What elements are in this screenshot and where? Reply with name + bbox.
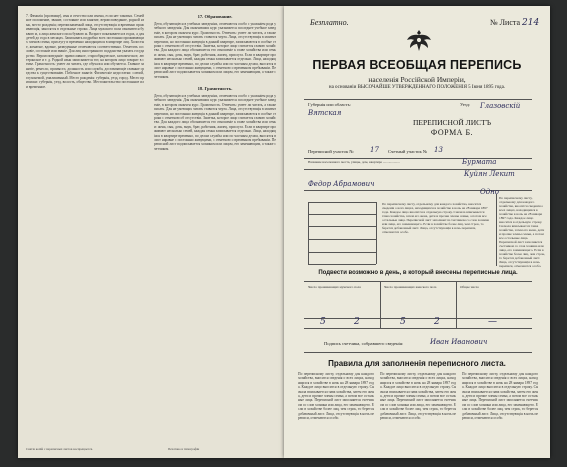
grid-row-1 xyxy=(308,214,376,215)
count-3: 5 xyxy=(400,317,406,327)
counter-district-label: Счетный участок № xyxy=(388,149,428,154)
rules-title: Правила для заполненія переписного листа. xyxy=(328,359,506,368)
free-of-charge-label: Безплатно. xyxy=(310,18,349,27)
grid-right xyxy=(376,202,377,264)
right-column-text-b: Дети, обучающіеся в учебных заведеніях, отмечаются особо с указаніем рода учебного заведенія. Для окончивших курс указывается последнее учебное заведеніе, в котором окончен курс. Грамотность. Отвечать: умеет ли читать, а также писать. Для не умеющих читать ставится черта. Лица, отсутствующія в момент переписи, но постоянно живущія в данной квартире, записываются в особые строки с отметкою об отсутствіи. Заметка, которое лицо считается главою хозяйства. Для каждого лица обозначается его отношеніе к главе хозяйства или семьи: жена, сын, дочь, внук, брат, работник, жилец, прислуга. Если в квартире проживают несколько семей, каждая семья записывается отдельно. Лица, находящіяся в квартире временно, по делам службы или по частным делам, вносятся в лист наравне с постоянно живущими, с отметкою о временном пребываніи. Переписной лист подписывается хозяином или лицом, его заменяющим, а также счетчиком. xyxy=(154,94,276,151)
census-subtitle: населенія Россійской Имперіи, xyxy=(368,75,466,84)
section-17-heading: 17. Образование. xyxy=(197,14,233,19)
signature-rule xyxy=(304,352,532,353)
grid-row-4 xyxy=(308,252,376,253)
signature-value: Иван Иванович xyxy=(430,338,488,346)
signature-label: Подпись счетчика, собравшего сведенія: xyxy=(324,341,404,346)
counter-district-value: 13 xyxy=(434,146,443,154)
rules-col-1: По переписному листу, отдельному для каждого хозяйства, вносятся сведенія о всех лицах, находящихся в хозяйстве в ночь на 28 января 1897 года. Каждое лицо вносится в отдельную строку. Сначала вписывается глава хозяйства, затем его жена, дети и прочие члены семьи, а потом все остальные лица. Переписной лист заполняется счетчиком со слов хозяина или лица, его заменяющего. Если в хозяйстве более лиц, чем строк, то берется добавочный лист. Лица, отсутствующія в ночь переписи, отмечаются особо. xyxy=(298,372,374,421)
side-box-text: По переписному листу, отдельному для каждого хозяйства, вносятся сведенія о всех лицах, находящихся в хозяйстве в ночь на 28 января 1897 года. Каждое лицо вносится в отдельную строку. Сначала вписывается глава хозяйства, затем его жена, дети и прочие члены семьи, а потом все остальные лица. Переписной лист заполняется счетчиком со слов хозяина или лица, его заменяющего. Если в хозяйстве более лиц, чем строк, то берется добавочный лист. Лица, отсутствующія в ночь переписи, отмечаются особо. xyxy=(499,196,545,268)
grid-left xyxy=(308,202,309,264)
sheet-number-value: 214 xyxy=(522,18,540,28)
count-1: 5 xyxy=(320,317,326,327)
guberniya-value: Вятская xyxy=(308,109,342,117)
census-title: ПЕРВАЯ ВСЕОБЩАЯ ПЕРЕПИСЬ xyxy=(312,58,522,72)
right-page xyxy=(284,6,550,458)
uezd-label: Уезд: xyxy=(460,102,471,107)
section-18-heading: 18. Грамотность. xyxy=(197,86,233,91)
census-legal-basis: на основаніи ВЫСОЧАЙШЕ УТВЕРЖДЕННАГО ПОЛОЖЕНІЯ 5 Іюня 1895 года. xyxy=(328,85,506,90)
rules-col-2: По переписному листу, отдельному для каждого хозяйства, вносятся сведенія о всех лицах, находящихся в хозяйстве в ночь на 28 января 1897 года. Каждое лицо вносится в отдельную строку. Сначала вписывается глава хозяйства, затем его жена, дети и прочие члены семьи, а потом все остальные лица. Переписной лист заполняется счетчиком со слов хозяина или лица, его заменяющего. Если в хозяйстве более лиц, чем строк, то берется добавочный лист. Лица, отсутствующія в ночь переписи, отмечаются особо. xyxy=(380,372,456,421)
address-instructions: Название населенного места, улицы, дом, квартира .................... xyxy=(308,160,400,164)
owner-value: Федор Абрамович xyxy=(308,180,375,188)
grid-row-3 xyxy=(308,239,376,240)
totals-col2-header: Число проживающих женского пола xyxy=(384,285,437,289)
district-label: Переписной участок № xyxy=(308,149,354,154)
form-title: ПЕРЕПИСНОЙ ЛИСТЪ xyxy=(412,118,492,127)
count-2: 2 xyxy=(354,317,360,327)
village-value: Куйян Лекит xyxy=(464,170,515,178)
district-value: 17 xyxy=(370,146,379,154)
right-footer: Печатано в типографіи xyxy=(168,447,200,451)
households-value: Одно xyxy=(480,188,500,196)
sheet-number-label: № Листа xyxy=(490,18,521,27)
totals-mid xyxy=(304,318,532,319)
guberniya-label: Губернія или область: xyxy=(308,102,351,107)
imperial-eagle-emblem xyxy=(405,26,433,54)
count-4: 2 xyxy=(434,317,440,327)
side-box-left xyxy=(496,194,497,266)
totals-div-1 xyxy=(380,281,381,328)
header-rule xyxy=(304,99,532,100)
uezd-value: Глазовскій xyxy=(480,102,521,110)
form-name: ФОРМА Б. xyxy=(430,128,474,137)
totals-div-2 xyxy=(456,281,457,328)
rules-col-3: По переписному листу, отдельному для каждого хозяйства, вносятся сведенія о всех лицах, находящихся в хозяйстве в ночь на 28 января 1897 года. Каждое лицо вносится в отдельную строку. Сначала вписывается глава хозяйства, затем его жена, дети и прочие члены семьи, а потом все остальные лица. Переписной лист заполняется счетчиком со слов хозяина или лица, его заменяющего. Если в хозяйстве более лиц, чем строк, то берется добавочный лист. Лица, отсутствующія в ночь переписи, отмечаются особо. xyxy=(462,372,538,421)
left-footer: Снятіе копій с переписных листов воспрещается. xyxy=(26,447,93,451)
left-column-text: 7. Фамилія (прозвище), имя и отчество или имена, если нет таковых. Семейное положение, звание, состояние или занятие, вероисповедание, родной язык, место рожденія; переписываемый лица, отсутствующія и временно проживающія, заносятся в отдельные строки. Лица мужского пола означаются буквою м, а лица женского пола буквою ж. Возраст показывается в годах, а для детей до года в месяцах. Записывать подробно всех постоянно проживающих членов семьи, прислугу и временно находящихся в квартире лиц. Холостые, женатые, вдовые, разведенные отмечаются соответственно. Отметить сословіе, состояніе или званіе. Для лиц иностранного подданства указать государство. Вероисповеданіе: православное, старообрядческое, католическое, лютеранское и т. д. Родной язык записывается тот, на котором лицо говорит в семье. Грамотность: умеет ли читать, где обучался или обучается. Главное занятіе, ремесло, промысел, должность или служба, доставляющіе главные средства к существованію. Побочное занятіе. Физическіе недостатки: слепой, глухонемой, умалишенный. Место рожденія: губернія, уезд, город. Место приписки: губернія, уезд, волость, общество. Местожительство постоянное или временное. xyxy=(26,14,145,89)
grid-top xyxy=(308,202,376,203)
grid-row-2 xyxy=(308,226,376,227)
totals-col1-header: Число проживающих мужского пола xyxy=(308,285,361,289)
grid-bottom xyxy=(308,264,376,265)
sheet-number xyxy=(490,18,539,28)
totals-bottom xyxy=(304,328,532,329)
middle-instructions: По переписному листу, отдельному для каждого хозяйства, вносятся сведенія о всех лицах, находящихся в хозяйстве в ночь на 28 января 1897 года. Каждое лицо вносится в отдельную строку. Сначала вписывается глава хозяйства, затем его жена, дети и прочие члены семьи, а потом все остальные лица. Переписной лист заполняется счетчиком со слов хозяина или лица, его заменяющего. Если в хозяйстве более лиц, чем строк, то берется добавочный лист. Лица, отсутствующія в ночь переписи, отмечаются особо. xyxy=(382,202,490,234)
right-column-text-a: Дети, обучающіеся в учебных заведеніях, отмечаются особо с указаніем рода учебного заведенія. Для окончивших курс указывается последнее учебное заведеніе, в котором окончен курс. Грамотность. Отвечать: умеет ли читать, а также писать. Для не умеющих читать ставится черта. Лица, отсутствующія в момент переписи, но постоянно живущія в данной квартире, записываются в особые строки с отметкою об отсутствіи. Заметка, которое лицо считается главою хозяйства. Для каждого лица обозначается его отношеніе к главе хозяйства или семьи: жена, сын, дочь, внук, брат, работник, жилец, прислуга. Если в квартире проживают несколько семей, каждая семья записывается отдельно. Лица, находящіяся в квартире временно, по делам службы или по частным делам, вносятся в лист наравне с постоянно живущими, с отметкою о временном пребываніи. Переписной лист подписывается хозяином или лицом, его заменяющим, а также счетчиком. xyxy=(154,22,276,79)
totals-heading: Подвести возможно в день, в который внесены переписные лица. xyxy=(318,270,518,276)
totals-top xyxy=(304,281,532,282)
district-rule xyxy=(304,158,532,159)
totals-col3-header: Общее число xyxy=(460,285,480,289)
count-5: — xyxy=(488,317,497,327)
left-page xyxy=(18,6,284,458)
volost-value: Бурмата xyxy=(462,158,497,166)
